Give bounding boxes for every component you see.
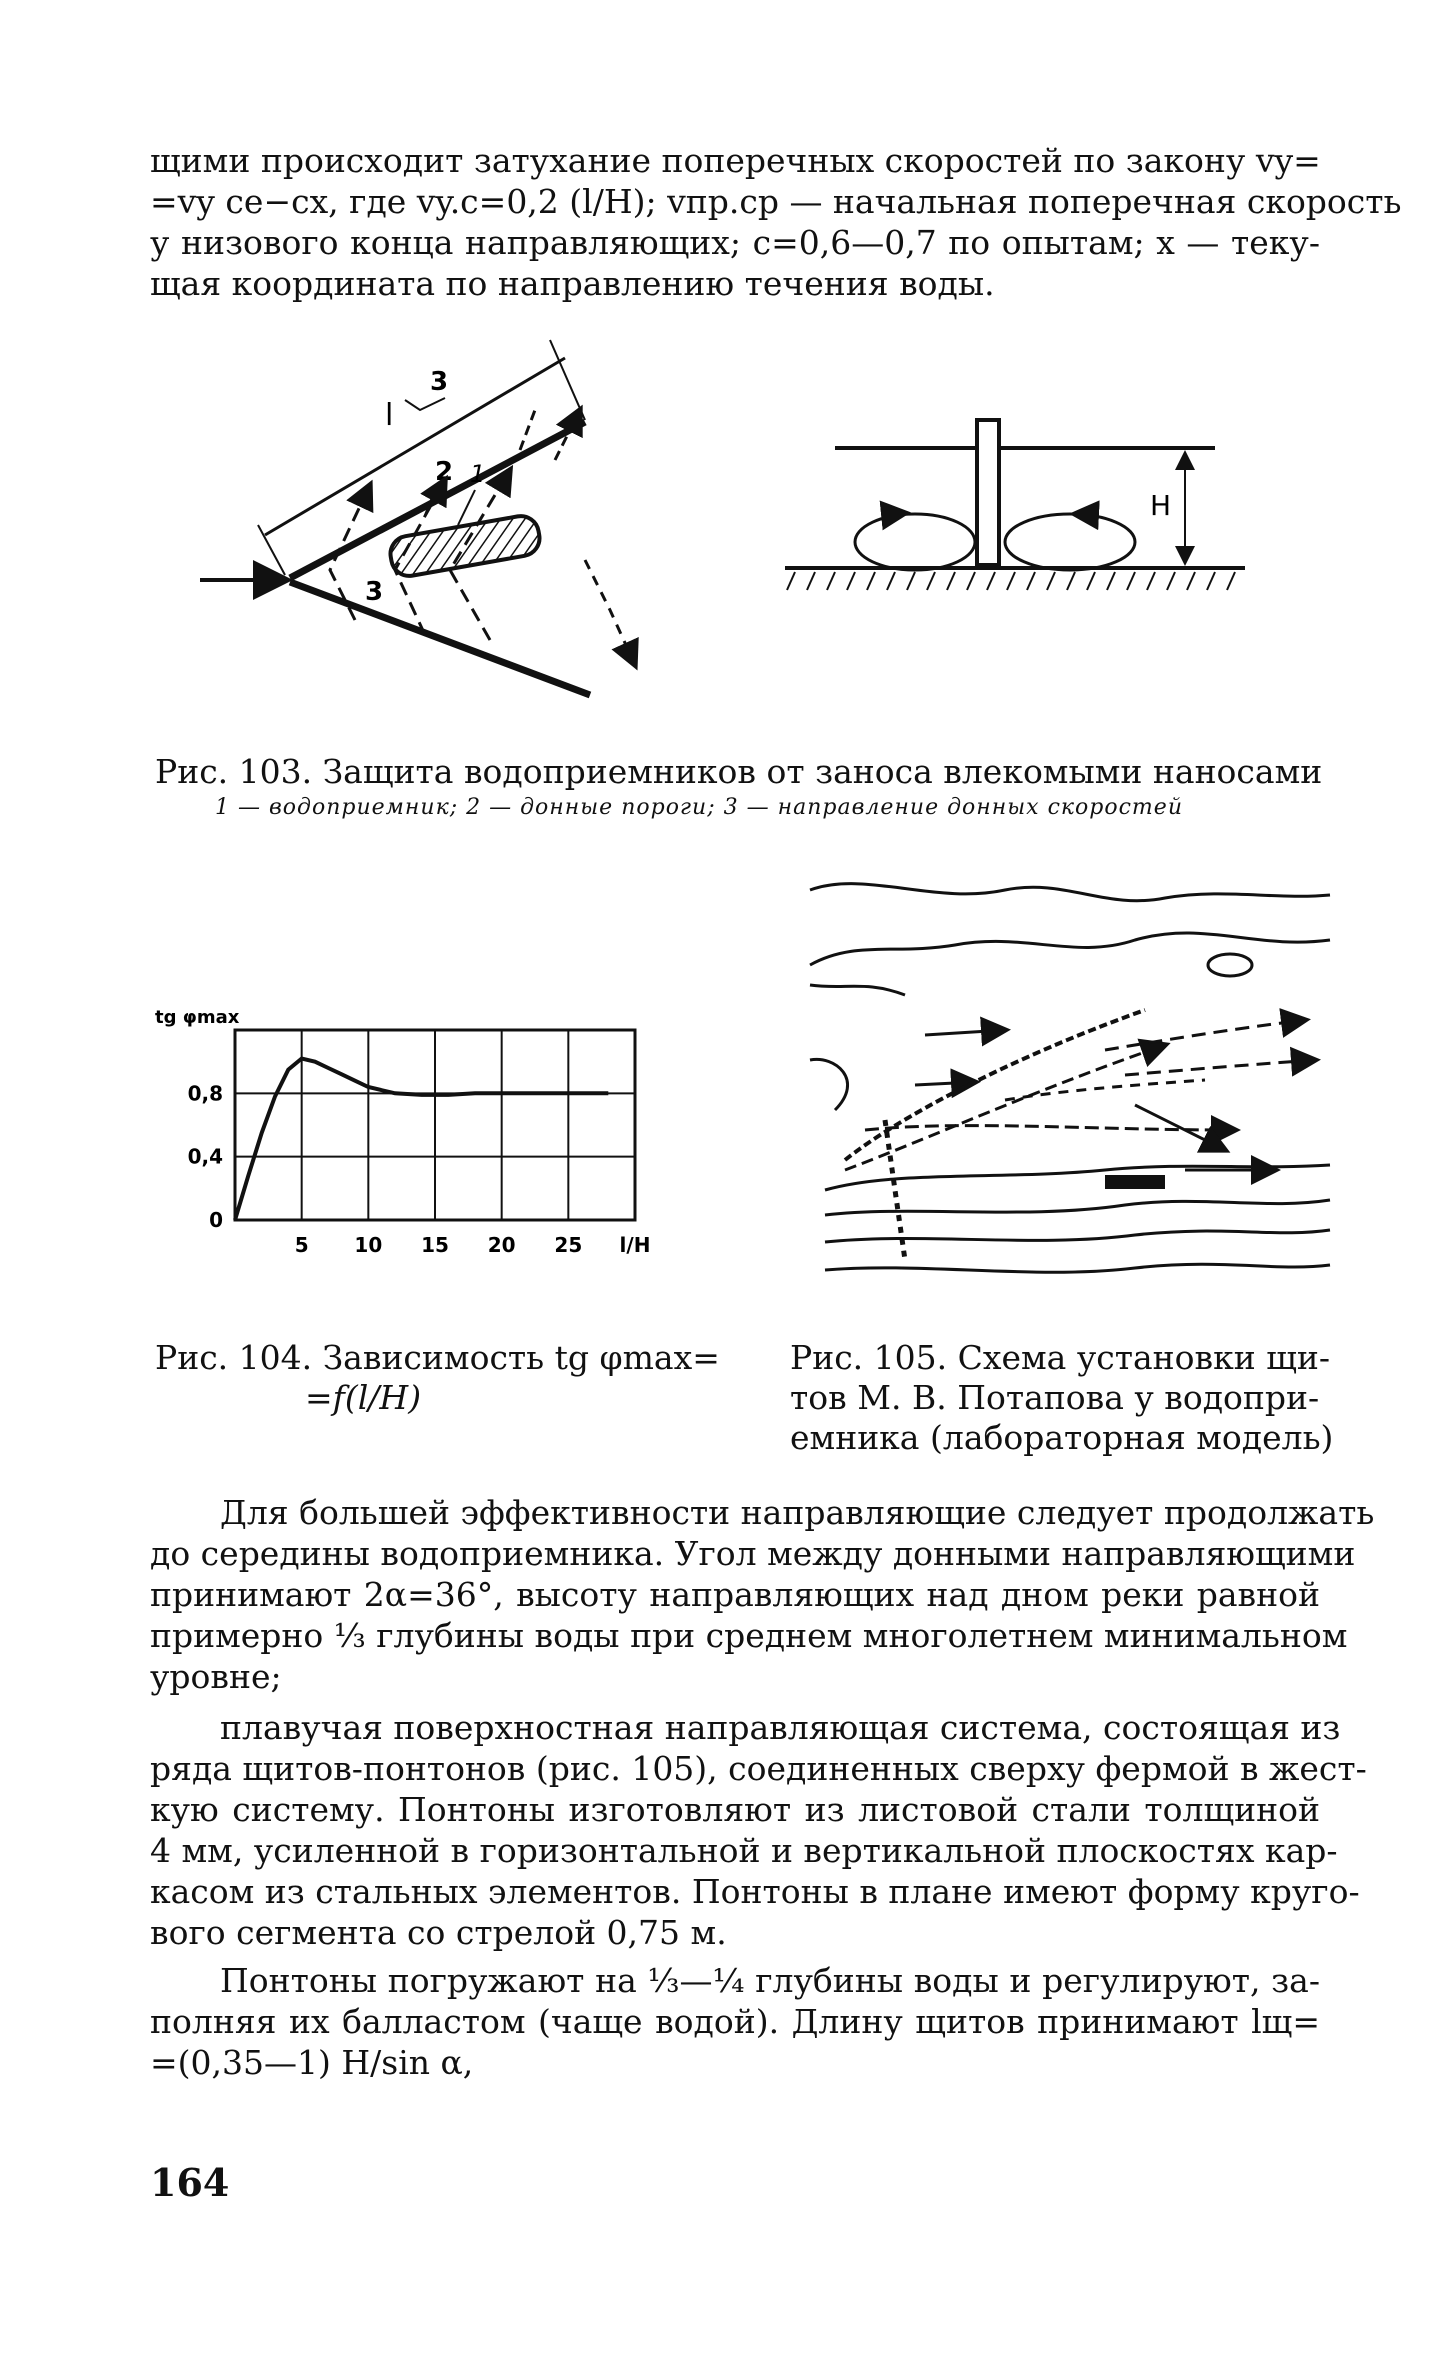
text-line: кую систему. Понтоны изготовляют из листовой стали толщиной	[150, 1790, 1320, 1829]
text-line: Понтоны погружают на ⅓—¼ глубины воды и регулируют, за-	[220, 1961, 1320, 2000]
text-line: полняя их балластом (чаще водой). Длину щитов принимают lщ=	[150, 2002, 1320, 2041]
y-tick-label: 0	[209, 1208, 223, 1232]
fig103-caption: Рис. 103. Защита водоприемников от заноса влекомыми наносами	[155, 752, 1323, 791]
text-line: принимают 2α=36°, высоту направляющих над дном реки равной	[150, 1575, 1320, 1614]
x-tick-label: 10	[354, 1233, 383, 1257]
fig104-chart	[150, 1005, 720, 1275]
y-axis-label: tg φmax	[155, 1007, 240, 1028]
label-3-top: 3	[430, 367, 449, 397]
x-tick-label: 20	[487, 1233, 516, 1257]
text-line: касом из стальных элементов. Понтоны в плане имеют форму круго-	[150, 1872, 1360, 1911]
text-line: плавучая поверхностная направляющая система, состоящая из	[220, 1708, 1341, 1747]
x-tick-label: 25	[554, 1233, 583, 1257]
series-line	[235, 1059, 608, 1221]
text-line: примерно ⅓ глубины воды при среднем многолетнем минимальном	[150, 1616, 1348, 1655]
x-tick-label: 15	[421, 1233, 449, 1257]
text-line: вого сегмента со стрелой 0,75 м.	[150, 1913, 727, 1952]
eddy-right	[1005, 514, 1135, 570]
text-line: =(0,35—1) H/sin α,	[150, 2043, 474, 2082]
text-line: уровне;	[150, 1657, 282, 1696]
fig103-legend: 1 — водоприемник; 2 — донные пороги; 3 — направление донных скоростей	[215, 795, 1183, 820]
label-1: 1	[470, 460, 486, 488]
text-line: ряда щитов-понтонов (рис. 105), соединенных сверху фермой в жест-	[150, 1749, 1367, 1788]
fig104-caption-line1: Рис. 104. Зависимость tg φmax=	[155, 1338, 720, 1377]
water-intake	[388, 513, 543, 578]
fig103-section-diagram	[765, 400, 1265, 600]
text-line: до середины водоприемника. Угол между донными направляющими	[150, 1534, 1356, 1573]
label-3-bottom: 3	[365, 577, 384, 607]
body-paragraph-3	[150, 1960, 1320, 2083]
fig103-plan-diagram	[190, 330, 750, 730]
label-H: H	[1150, 489, 1172, 522]
fig105-caption-line3: емника (лабораторная модель)	[790, 1418, 1334, 1457]
text-line: щими происходит затухание поперечных скоростей по закону vy=	[150, 141, 1321, 180]
y-tick-label: 0,4	[187, 1144, 223, 1169]
y-tick-label: 0,8	[187, 1081, 223, 1106]
page-number: 164	[150, 2160, 230, 2205]
x-tick-label: l/H	[619, 1233, 651, 1257]
label-l: l	[385, 398, 394, 433]
text-line: щая координата по направлению течения воды.	[150, 264, 995, 303]
fig105-caption-line2: тов М. В. Потапова у водопри-	[790, 1378, 1320, 1417]
eddy-left	[855, 514, 975, 570]
body-paragraph-2	[150, 1707, 1367, 1953]
top-paragraph	[150, 140, 1402, 304]
text-line: Для большей эффективности направляющие следует продолжать	[220, 1493, 1375, 1532]
guide-wall	[977, 420, 999, 565]
body-paragraph-1	[150, 1492, 1375, 1697]
sill-lower	[290, 582, 590, 695]
fig104-caption-line2: =f(l/H)	[305, 1378, 422, 1417]
fig105-sketch	[805, 870, 1335, 1290]
label-2: 2	[435, 457, 454, 487]
fig105-caption-line1: Рис. 105. Схема установки щи-	[790, 1338, 1331, 1377]
x-tick-label: 5	[294, 1233, 309, 1257]
text-line: у низового конца направляющих; c=0,6—0,7 по опытам; x — теку-	[150, 223, 1320, 262]
text-line: 4 мм, усиленной в горизонтальной и вертикальной плоскостях кар-	[150, 1831, 1338, 1870]
text-line: =vy ce−cx, где vy.c=0,2 (l/H); vпр.ср — начальная поперечная скорость	[150, 182, 1402, 221]
